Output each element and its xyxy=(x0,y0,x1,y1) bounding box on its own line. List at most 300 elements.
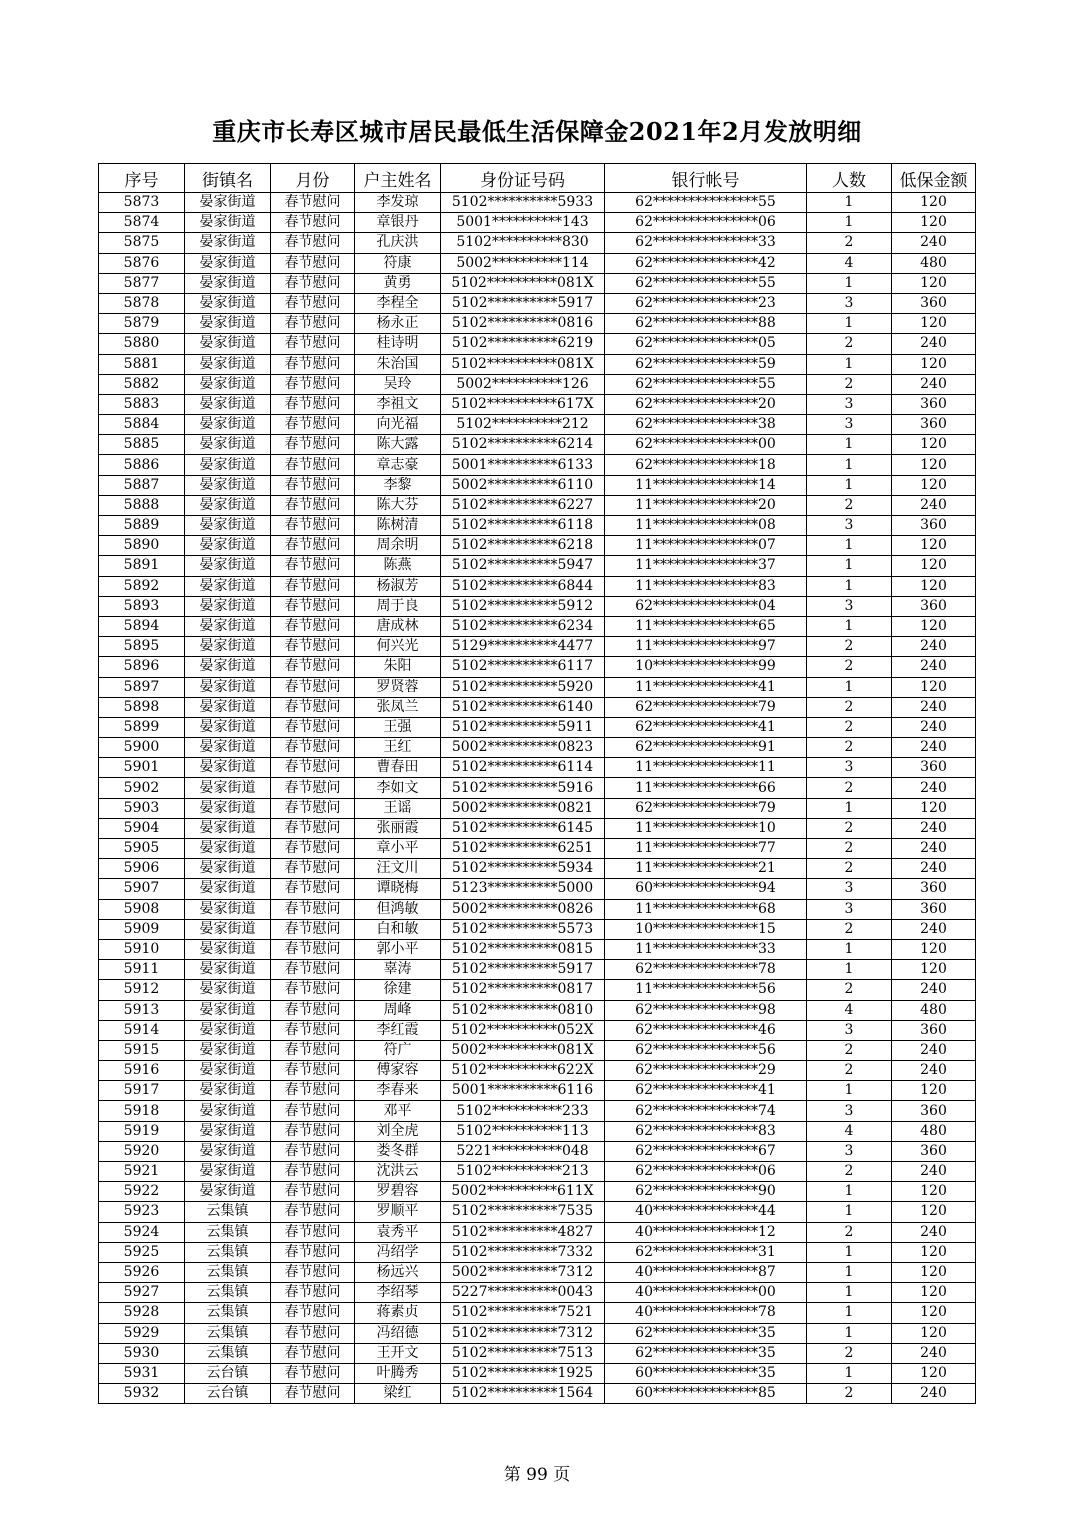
cell-index: 5896 xyxy=(99,657,185,677)
cell-town: 晏家街道 xyxy=(185,394,271,414)
cell-householder: 沈洪云 xyxy=(355,1162,441,1182)
cell-town: 晏家街道 xyxy=(185,616,271,636)
cell-index: 5876 xyxy=(99,253,185,273)
cell-people-count: 2 xyxy=(807,1384,892,1404)
cell-amount: 120 xyxy=(892,939,976,959)
cell-householder: 杨淑芳 xyxy=(355,576,441,596)
cell-amount: 240 xyxy=(892,859,976,879)
cell-people-count: 2 xyxy=(807,637,892,657)
cell-people-count: 1 xyxy=(807,677,892,697)
cell-amount: 120 xyxy=(892,354,976,374)
cell-bank-account: 62***************41 xyxy=(605,1081,807,1101)
cell-amount: 120 xyxy=(892,1242,976,1262)
cell-index: 5902 xyxy=(99,778,185,798)
cell-amount: 240 xyxy=(892,1162,976,1182)
cell-amount: 120 xyxy=(892,1202,976,1222)
cell-id-number: 5002**********7312 xyxy=(441,1262,605,1282)
cell-people-count: 2 xyxy=(807,697,892,717)
cell-id-number: 5102**********6251 xyxy=(441,839,605,859)
cell-bank-account: 11***************77 xyxy=(605,839,807,859)
table-row xyxy=(99,193,976,213)
cell-town: 云集镇 xyxy=(185,1222,271,1242)
table-row xyxy=(99,293,976,313)
cell-town: 云集镇 xyxy=(185,1323,271,1343)
cell-amount: 120 xyxy=(892,1363,976,1383)
table-row xyxy=(99,516,976,536)
cell-people-count: 2 xyxy=(807,657,892,677)
cell-index: 5904 xyxy=(99,818,185,838)
page-number: 第 99 页 xyxy=(503,1465,571,1485)
cell-householder: 桂诗明 xyxy=(355,334,441,354)
cell-people-count: 3 xyxy=(807,1141,892,1161)
cell-month: 春节慰问 xyxy=(271,1081,355,1101)
cell-people-count: 1 xyxy=(807,1081,892,1101)
cell-bank-account: 40***************78 xyxy=(605,1303,807,1323)
cell-index: 5917 xyxy=(99,1081,185,1101)
table-row xyxy=(99,738,976,758)
cell-people-count: 3 xyxy=(807,879,892,899)
cell-index: 5897 xyxy=(99,677,185,697)
cell-id-number: 5102**********6117 xyxy=(441,657,605,677)
cell-householder: 李发琼 xyxy=(355,193,441,213)
table-row xyxy=(99,354,976,374)
cell-people-count: 1 xyxy=(807,193,892,213)
cell-index: 5891 xyxy=(99,556,185,576)
cell-bank-account: 40***************44 xyxy=(605,1202,807,1222)
table-row xyxy=(99,253,976,273)
cell-town: 晏家街道 xyxy=(185,1000,271,1020)
cell-people-count: 1 xyxy=(807,616,892,636)
cell-town: 晏家街道 xyxy=(185,253,271,273)
table-row xyxy=(99,495,976,515)
cell-town: 晏家街道 xyxy=(185,677,271,697)
cell-town: 晏家街道 xyxy=(185,1182,271,1202)
cell-householder: 叶腾秀 xyxy=(355,1363,441,1383)
cell-index: 5929 xyxy=(99,1323,185,1343)
cell-people-count: 2 xyxy=(807,839,892,859)
cell-people-count: 3 xyxy=(807,516,892,536)
cell-index: 5927 xyxy=(99,1283,185,1303)
cell-month: 春节慰问 xyxy=(271,273,355,293)
cell-householder: 李祖文 xyxy=(355,394,441,414)
cell-householder: 周于良 xyxy=(355,596,441,616)
cell-index: 5889 xyxy=(99,516,185,536)
cell-month: 春节慰问 xyxy=(271,1000,355,1020)
table-row xyxy=(99,1323,976,1343)
cell-id-number: 5001**********6133 xyxy=(441,455,605,475)
table-row xyxy=(99,899,976,919)
cell-index: 5924 xyxy=(99,1222,185,1242)
cell-index: 5900 xyxy=(99,738,185,758)
cell-town: 晏家街道 xyxy=(185,314,271,334)
cell-householder: 章银丹 xyxy=(355,213,441,233)
header-id-number: 身份证号码 xyxy=(441,164,605,193)
cell-index: 5919 xyxy=(99,1121,185,1141)
cell-index: 5894 xyxy=(99,616,185,636)
cell-bank-account: 62***************20 xyxy=(605,394,807,414)
cell-index: 5873 xyxy=(99,193,185,213)
cell-bank-account: 11***************83 xyxy=(605,576,807,596)
table-row xyxy=(99,1000,976,1020)
cell-bank-account: 40***************00 xyxy=(605,1283,807,1303)
cell-month: 春节慰问 xyxy=(271,1162,355,1182)
table-row xyxy=(99,758,976,778)
table-row xyxy=(99,798,976,818)
cell-town: 晏家街道 xyxy=(185,273,271,293)
cell-month: 春节慰问 xyxy=(271,919,355,939)
cell-bank-account: 62***************06 xyxy=(605,213,807,233)
cell-householder: 王开文 xyxy=(355,1343,441,1363)
cell-householder: 符康 xyxy=(355,253,441,273)
cell-id-number: 5102**********7535 xyxy=(441,1202,605,1222)
cell-people-count: 2 xyxy=(807,233,892,253)
table-row xyxy=(99,1061,976,1081)
cell-amount: 360 xyxy=(892,879,976,899)
cell-bank-account: 62***************04 xyxy=(605,596,807,616)
table-row xyxy=(99,1283,976,1303)
cell-index: 5895 xyxy=(99,637,185,657)
cell-people-count: 3 xyxy=(807,1020,892,1040)
header-bank-account: 银行帐号 xyxy=(605,164,807,193)
cell-id-number: 5102**********7312 xyxy=(441,1323,605,1343)
cell-month: 春节慰问 xyxy=(271,738,355,758)
cell-month: 春节慰问 xyxy=(271,596,355,616)
cell-month: 春节慰问 xyxy=(271,415,355,435)
cell-index: 5922 xyxy=(99,1182,185,1202)
cell-town: 晏家街道 xyxy=(185,1101,271,1121)
cell-bank-account: 62***************06 xyxy=(605,1162,807,1182)
cell-id-number: 5102**********6234 xyxy=(441,616,605,636)
cell-town: 云集镇 xyxy=(185,1242,271,1262)
cell-people-count: 1 xyxy=(807,1283,892,1303)
cell-amount: 360 xyxy=(892,1101,976,1121)
cell-people-count: 1 xyxy=(807,455,892,475)
cell-householder: 但鸿敏 xyxy=(355,899,441,919)
cell-householder: 周峰 xyxy=(355,1000,441,1020)
cell-month: 春节慰问 xyxy=(271,455,355,475)
cell-amount: 360 xyxy=(892,1020,976,1040)
cell-bank-account: 11***************66 xyxy=(605,778,807,798)
cell-id-number: 5102**********113 xyxy=(441,1121,605,1141)
cell-amount: 120 xyxy=(892,455,976,475)
cell-town: 晏家街道 xyxy=(185,798,271,818)
cell-index: 5874 xyxy=(99,213,185,233)
table-row xyxy=(99,1101,976,1121)
table-row xyxy=(99,475,976,495)
cell-index: 5885 xyxy=(99,435,185,455)
cell-householder: 罗贤蓉 xyxy=(355,677,441,697)
cell-bank-account: 62***************41 xyxy=(605,717,807,737)
cell-month: 春节慰问 xyxy=(271,1121,355,1141)
cell-town: 晏家街道 xyxy=(185,455,271,475)
cell-bank-account: 62***************46 xyxy=(605,1020,807,1040)
cell-id-number: 5102**********081X xyxy=(441,273,605,293)
cell-month: 春节慰问 xyxy=(271,556,355,576)
cell-id-number: 5102**********5917 xyxy=(441,960,605,980)
cell-people-count: 1 xyxy=(807,1323,892,1343)
cell-index: 5898 xyxy=(99,697,185,717)
cell-bank-account: 11***************11 xyxy=(605,758,807,778)
cell-month: 春节慰问 xyxy=(271,1323,355,1343)
cell-id-number: 5123**********5000 xyxy=(441,879,605,899)
cell-amount: 240 xyxy=(892,919,976,939)
cell-month: 春节慰问 xyxy=(271,495,355,515)
cell-month: 春节慰问 xyxy=(271,536,355,556)
cell-householder: 王强 xyxy=(355,717,441,737)
cell-id-number: 5102**********081X xyxy=(441,354,605,374)
cell-id-number: 5221**********048 xyxy=(441,1141,605,1161)
cell-householder: 陈树清 xyxy=(355,516,441,536)
cell-month: 春节慰问 xyxy=(271,677,355,697)
cell-town: 晏家街道 xyxy=(185,697,271,717)
table-row xyxy=(99,697,976,717)
table-row xyxy=(99,536,976,556)
header-row xyxy=(99,164,976,193)
cell-town: 晏家街道 xyxy=(185,415,271,435)
cell-month: 春节慰问 xyxy=(271,839,355,859)
cell-people-count: 1 xyxy=(807,1202,892,1222)
cell-householder: 曹春田 xyxy=(355,758,441,778)
cell-index: 5879 xyxy=(99,314,185,334)
header-month: 月份 xyxy=(271,164,355,193)
cell-index: 5875 xyxy=(99,233,185,253)
cell-people-count: 2 xyxy=(807,1061,892,1081)
cell-town: 晏家街道 xyxy=(185,778,271,798)
cell-month: 春节慰问 xyxy=(271,314,355,334)
cell-index: 5920 xyxy=(99,1141,185,1161)
cell-month: 春节慰问 xyxy=(271,516,355,536)
table-row xyxy=(99,1343,976,1363)
table-row xyxy=(99,1121,976,1141)
cell-id-number: 5002**********0823 xyxy=(441,738,605,758)
cell-people-count: 2 xyxy=(807,818,892,838)
cell-id-number: 5102**********0810 xyxy=(441,1000,605,1020)
cell-people-count: 3 xyxy=(807,394,892,414)
cell-month: 春节慰问 xyxy=(271,717,355,737)
table-row xyxy=(99,677,976,697)
cell-amount: 240 xyxy=(892,839,976,859)
table-row xyxy=(99,919,976,939)
cell-amount: 120 xyxy=(892,1262,976,1282)
cell-index: 5890 xyxy=(99,536,185,556)
cell-people-count: 1 xyxy=(807,960,892,980)
cell-month: 春节慰问 xyxy=(271,1262,355,1282)
cell-town: 云集镇 xyxy=(185,1303,271,1323)
table-row xyxy=(99,1162,976,1182)
table-row xyxy=(99,859,976,879)
cell-id-number: 5002**********6110 xyxy=(441,475,605,495)
cell-amount: 240 xyxy=(892,717,976,737)
cell-householder: 杨远兴 xyxy=(355,1262,441,1282)
cell-bank-account: 11***************20 xyxy=(605,495,807,515)
cell-town: 云集镇 xyxy=(185,1283,271,1303)
cell-householder: 孔庆洪 xyxy=(355,233,441,253)
cell-householder: 徐建 xyxy=(355,980,441,1000)
table-row xyxy=(99,879,976,899)
cell-amount: 360 xyxy=(892,596,976,616)
cell-town: 晏家街道 xyxy=(185,879,271,899)
cell-people-count: 4 xyxy=(807,1000,892,1020)
cell-town: 晏家街道 xyxy=(185,435,271,455)
cell-bank-account: 11***************08 xyxy=(605,516,807,536)
header-people-count: 人数 xyxy=(807,164,892,193)
cell-bank-account: 40***************12 xyxy=(605,1222,807,1242)
cell-month: 春节慰问 xyxy=(271,1182,355,1202)
cell-index: 5914 xyxy=(99,1020,185,1040)
cell-people-count: 3 xyxy=(807,415,892,435)
cell-id-number: 5102**********4827 xyxy=(441,1222,605,1242)
cell-id-number: 5102**********0817 xyxy=(441,980,605,1000)
cell-householder: 陈大芬 xyxy=(355,495,441,515)
table-row xyxy=(99,213,976,233)
table-row xyxy=(99,455,976,475)
cell-month: 春节慰问 xyxy=(271,1040,355,1060)
cell-id-number: 5102**********6145 xyxy=(441,818,605,838)
cell-index: 5932 xyxy=(99,1384,185,1404)
cell-month: 春节慰问 xyxy=(271,798,355,818)
cell-householder: 白和敏 xyxy=(355,919,441,939)
table-row xyxy=(99,717,976,737)
cell-householder: 朱阳 xyxy=(355,657,441,677)
cell-town: 晏家街道 xyxy=(185,334,271,354)
cell-month: 春节慰问 xyxy=(271,899,355,919)
cell-bank-account: 62***************55 xyxy=(605,374,807,394)
table-row xyxy=(99,394,976,414)
table-row xyxy=(99,1020,976,1040)
cell-householder: 黄勇 xyxy=(355,273,441,293)
cell-householder: 李如文 xyxy=(355,778,441,798)
cell-bank-account: 11***************14 xyxy=(605,475,807,495)
cell-month: 春节慰问 xyxy=(271,394,355,414)
cell-householder: 冯绍学 xyxy=(355,1242,441,1262)
cell-index: 5928 xyxy=(99,1303,185,1323)
cell-amount: 240 xyxy=(892,233,976,253)
cell-amount: 240 xyxy=(892,1384,976,1404)
cell-householder: 杨永正 xyxy=(355,314,441,334)
cell-id-number: 5102**********622X xyxy=(441,1061,605,1081)
cell-bank-account: 62***************00 xyxy=(605,435,807,455)
cell-id-number: 5102**********0816 xyxy=(441,314,605,334)
cell-index: 5907 xyxy=(99,879,185,899)
cell-id-number: 5102**********5912 xyxy=(441,596,605,616)
table-row xyxy=(99,839,976,859)
cell-bank-account: 11***************37 xyxy=(605,556,807,576)
cell-town: 晏家街道 xyxy=(185,556,271,576)
cell-town: 晏家街道 xyxy=(185,475,271,495)
cell-id-number: 5002**********0821 xyxy=(441,798,605,818)
cell-people-count: 1 xyxy=(807,354,892,374)
cell-amount: 120 xyxy=(892,616,976,636)
cell-people-count: 4 xyxy=(807,253,892,273)
cell-householder: 陈燕 xyxy=(355,556,441,576)
cell-id-number: 5102**********7332 xyxy=(441,1242,605,1262)
cell-amount: 360 xyxy=(892,394,976,414)
cell-town: 晏家街道 xyxy=(185,839,271,859)
cell-bank-account: 11***************41 xyxy=(605,677,807,697)
cell-amount: 240 xyxy=(892,818,976,838)
cell-town: 晏家街道 xyxy=(185,1020,271,1040)
cell-index: 5881 xyxy=(99,354,185,374)
cell-town: 晏家街道 xyxy=(185,576,271,596)
cell-amount: 120 xyxy=(892,556,976,576)
cell-index: 5911 xyxy=(99,960,185,980)
table-row xyxy=(99,233,976,253)
cell-people-count: 1 xyxy=(807,273,892,293)
cell-index: 5877 xyxy=(99,273,185,293)
cell-amount: 120 xyxy=(892,314,976,334)
cell-amount: 120 xyxy=(892,435,976,455)
cell-householder: 章小平 xyxy=(355,839,441,859)
cell-index: 5903 xyxy=(99,798,185,818)
table-row xyxy=(99,314,976,334)
cell-id-number: 5102**********1564 xyxy=(441,1384,605,1404)
cell-town: 晏家街道 xyxy=(185,293,271,313)
cell-index: 5912 xyxy=(99,980,185,1000)
cell-householder: 王谣 xyxy=(355,798,441,818)
cell-amount: 240 xyxy=(892,1061,976,1081)
table-row xyxy=(99,1040,976,1060)
cell-people-count: 1 xyxy=(807,939,892,959)
cell-amount: 120 xyxy=(892,1081,976,1101)
cell-bank-account: 62***************23 xyxy=(605,293,807,313)
cell-people-count: 3 xyxy=(807,758,892,778)
cell-bank-account: 62***************91 xyxy=(605,738,807,758)
cell-town: 晏家街道 xyxy=(185,1162,271,1182)
header-index: 序号 xyxy=(99,164,185,193)
cell-people-count: 3 xyxy=(807,899,892,919)
table-row xyxy=(99,818,976,838)
cell-people-count: 2 xyxy=(807,738,892,758)
table-row xyxy=(99,1363,976,1383)
cell-amount: 240 xyxy=(892,637,976,657)
cell-town: 晏家街道 xyxy=(185,536,271,556)
cell-index: 5926 xyxy=(99,1262,185,1282)
cell-index: 5909 xyxy=(99,919,185,939)
cell-bank-account: 62***************83 xyxy=(605,1121,807,1141)
cell-id-number: 5102**********052X xyxy=(441,1020,605,1040)
cell-bank-account: 62***************38 xyxy=(605,415,807,435)
cell-id-number: 5102**********5947 xyxy=(441,556,605,576)
cell-id-number: 5129**********4477 xyxy=(441,637,605,657)
cell-householder: 符广 xyxy=(355,1040,441,1060)
cell-town: 晏家街道 xyxy=(185,960,271,980)
cell-householder: 向光福 xyxy=(355,415,441,435)
cell-month: 春节慰问 xyxy=(271,980,355,1000)
cell-people-count: 1 xyxy=(807,536,892,556)
cell-month: 春节慰问 xyxy=(271,293,355,313)
cell-bank-account: 62***************31 xyxy=(605,1242,807,1262)
cell-month: 春节慰问 xyxy=(271,1202,355,1222)
cell-people-count: 1 xyxy=(807,475,892,495)
cell-id-number: 5002**********126 xyxy=(441,374,605,394)
cell-people-count: 1 xyxy=(807,556,892,576)
table-row xyxy=(99,1182,976,1202)
cell-month: 春节慰问 xyxy=(271,334,355,354)
cell-people-count: 3 xyxy=(807,293,892,313)
cell-id-number: 5102**********6114 xyxy=(441,758,605,778)
cell-amount: 120 xyxy=(892,677,976,697)
cell-people-count: 1 xyxy=(807,1182,892,1202)
cell-index: 5883 xyxy=(99,394,185,414)
cell-amount: 480 xyxy=(892,253,976,273)
cell-month: 春节慰问 xyxy=(271,1283,355,1303)
cell-bank-account: 40***************87 xyxy=(605,1262,807,1282)
cell-amount: 120 xyxy=(892,193,976,213)
table-row xyxy=(99,576,976,596)
cell-id-number: 5102**********0815 xyxy=(441,939,605,959)
cell-month: 春节慰问 xyxy=(271,475,355,495)
cell-month: 春节慰问 xyxy=(271,1303,355,1323)
